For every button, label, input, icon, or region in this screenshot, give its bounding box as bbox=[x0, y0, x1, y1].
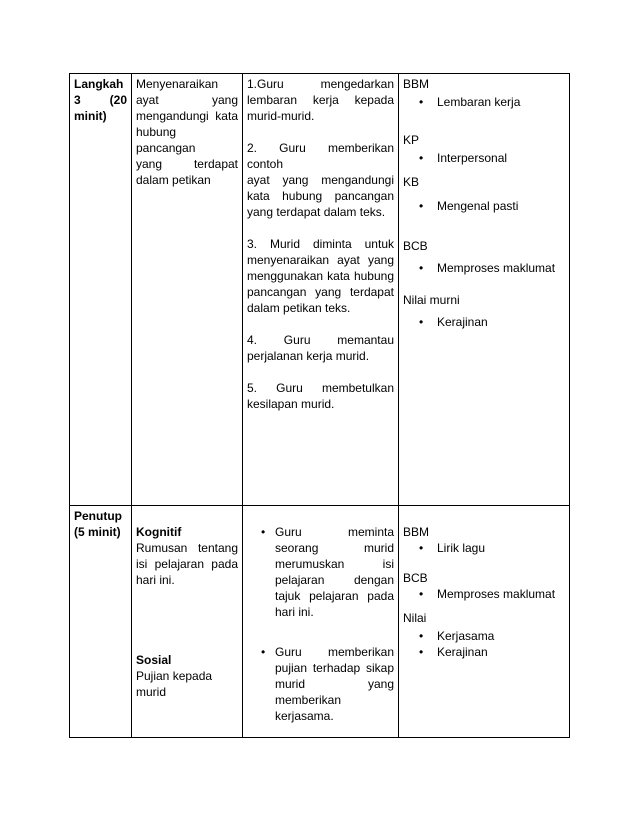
activity-line: kerjasama. bbox=[275, 709, 334, 723]
step-line: (5 minit) bbox=[74, 525, 121, 539]
objective-line: mengandungi kata bbox=[136, 109, 238, 123]
nilai-label: Nilai bbox=[403, 611, 427, 625]
activity-5 bbox=[247, 380, 394, 412]
list-item: • Memproses maklumat bbox=[403, 586, 565, 602]
activity-line: kata hubung pancangan bbox=[247, 189, 394, 203]
activity-line: lembaran kerja kepada bbox=[247, 93, 394, 107]
activity-line: seorang murid bbox=[275, 541, 394, 555]
table-row-penutup bbox=[70, 506, 570, 738]
activity-2 bbox=[247, 140, 394, 220]
bbm-list bbox=[403, 540, 565, 556]
activity-line: 5. Guru membetulkan bbox=[247, 381, 394, 395]
activity-line: dalam petikan teks. bbox=[247, 301, 351, 315]
activity-line: pancangan yang terdapat bbox=[247, 285, 394, 299]
activities-cell bbox=[243, 506, 399, 738]
activity-line: ayat yang mengandungi bbox=[247, 173, 394, 187]
activity-line: perjalanan kerja murid. bbox=[247, 349, 370, 363]
activity-line: menyenaraikan ayat yang bbox=[247, 253, 394, 267]
activity-line: 3. Murid diminta untuk bbox=[247, 237, 394, 251]
kognitif-line: Rumusan tentang bbox=[136, 541, 238, 555]
sosial-title: Sosial bbox=[136, 653, 172, 667]
objective-line: Menyenaraikan bbox=[136, 77, 219, 91]
kp-list bbox=[403, 150, 565, 166]
list-item bbox=[247, 644, 394, 724]
activity-line: • Guru meminta bbox=[275, 525, 394, 539]
objective-cell bbox=[132, 506, 243, 738]
kognitif-title: Kognitif bbox=[136, 525, 182, 539]
activity-line: 1.Guru mengedarkan bbox=[247, 77, 394, 91]
list-item: • Kerajinan bbox=[403, 314, 565, 330]
activity-line: memberikan bbox=[275, 693, 342, 707]
list-item: • Mengenal pasti bbox=[403, 198, 565, 214]
objective-cell bbox=[132, 74, 243, 506]
objective-line: yang terdapat bbox=[136, 157, 238, 171]
list-item: • Kerjasama bbox=[403, 628, 565, 644]
activities-cell bbox=[243, 74, 399, 506]
bcb-label: BCB bbox=[403, 571, 428, 585]
kb-label: KB bbox=[403, 175, 420, 189]
list-item: • Memproses maklumat bbox=[403, 260, 565, 276]
notes-cell bbox=[399, 506, 570, 738]
objective-line: dalam petikan bbox=[136, 173, 211, 187]
activity-line: murid yang bbox=[275, 677, 394, 691]
activity-line: hari ini. bbox=[275, 605, 314, 619]
nilai-list bbox=[403, 314, 565, 330]
activity-list bbox=[247, 524, 394, 724]
activity-line: menggunakan kata hubung bbox=[247, 269, 394, 283]
kognitif-line: isi pelajaran pada bbox=[136, 557, 238, 571]
activity-line: murid-murid. bbox=[247, 109, 315, 123]
objective-line: ayat yang bbox=[136, 93, 238, 107]
kb-list bbox=[403, 198, 565, 214]
activity-line: pujian terhadap sikap bbox=[275, 661, 394, 675]
bbm-label: BBM bbox=[403, 525, 430, 539]
activity-3 bbox=[247, 236, 394, 316]
kognitif-line: hari ini. bbox=[136, 573, 175, 587]
step-line: 3 (20 bbox=[74, 93, 127, 107]
step-cell bbox=[70, 74, 132, 506]
kp-label: KP bbox=[403, 133, 420, 147]
activity-line: yang terdapat dalam teks. bbox=[247, 205, 386, 219]
activity-4 bbox=[247, 332, 394, 364]
bcb-label: BCB bbox=[403, 239, 428, 253]
list-item: • Kerajinan bbox=[403, 644, 565, 660]
bbm-label: BBM bbox=[403, 77, 430, 91]
step-line: minit) bbox=[74, 109, 107, 123]
sosial-line: Pujian kepada bbox=[136, 669, 213, 683]
step-line: Penutup bbox=[74, 509, 122, 523]
objective-line: hubung pancangan bbox=[136, 125, 196, 155]
activity-line: pelajaran dengan bbox=[275, 573, 394, 587]
activity-1 bbox=[247, 76, 394, 124]
list-item: • Interpersonal bbox=[403, 150, 565, 166]
nilai-list bbox=[403, 628, 565, 660]
activity-line: 2. Guru memberikan contoh bbox=[247, 141, 394, 171]
table-row-langkah-3 bbox=[70, 74, 570, 506]
sosial-line: murid bbox=[136, 685, 167, 699]
list-item bbox=[247, 524, 394, 620]
step-line: Langkah bbox=[74, 77, 124, 91]
activity-line: merumuskan isi bbox=[275, 557, 394, 571]
activity-line: • Guru memberikan bbox=[275, 645, 394, 659]
bcb-list bbox=[403, 586, 565, 602]
list-item: • Lirik lagu bbox=[403, 540, 565, 556]
bbm-list bbox=[403, 94, 565, 110]
bcb-list bbox=[403, 260, 565, 276]
nilai-label: Nilai murni bbox=[403, 293, 460, 307]
activity-line: 4. Guru memantau bbox=[247, 333, 394, 347]
list-item: • Lembaran kerja bbox=[403, 94, 565, 110]
activity-line: kesilapan murid. bbox=[247, 397, 335, 411]
notes-cell bbox=[399, 74, 570, 506]
lesson-plan-table bbox=[69, 73, 570, 738]
activity-line: tajuk pelajaran pada bbox=[275, 589, 394, 603]
step-cell bbox=[70, 506, 132, 738]
